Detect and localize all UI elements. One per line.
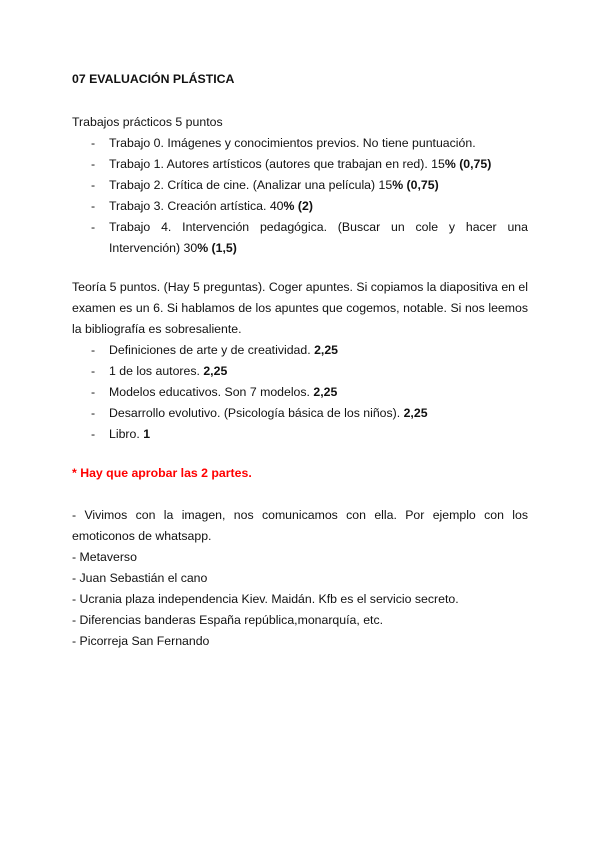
- dash-bullet: -: [91, 178, 96, 192]
- list-item: - Trabajo 3. Creación artística. 40% (2): [72, 196, 528, 217]
- note-line: - Diferencias banderas España república,monarquía, etc.: [72, 613, 384, 627]
- list-item: - Trabajo 4. Intervención pedagógica. (Buscar un cole y hacer una Intervención) 30% (1,5): [72, 217, 528, 259]
- dash-bullet: -: [91, 427, 96, 441]
- list-item: - Trabajo 2. Crítica de cine. (Analizar una película) 15% (0,75): [72, 175, 528, 196]
- practicos-heading: Trabajos prácticos 5 puntos: [72, 115, 223, 129]
- note-line: - Picorreja San Fernando: [72, 634, 210, 648]
- dash-bullet: -: [91, 343, 96, 357]
- note-line: - Juan Sebastián el cano: [72, 571, 208, 585]
- list-item: - Trabajo 0. Imágenes y conocimientos previos. No tiene puntuación.: [72, 133, 528, 154]
- dash-bullet: -: [91, 199, 96, 213]
- list-item: - Definiciones de arte y de creatividad. 2,25: [72, 340, 528, 361]
- dash-bullet: -: [91, 406, 96, 420]
- notes-first-paragraph: - Vivimos con la imagen, nos comunicamos con ella. Por ejemplo con los emoticonos de whatsapp.: [72, 508, 528, 543]
- list-item: - Trabajo 1. Autores artísticos (autores que trabajan en red). 15% (0,75): [72, 154, 528, 175]
- list-item: - Modelos educativos. Son 7 modelos. 2,25: [72, 382, 528, 403]
- practicos-list: [72, 133, 528, 259]
- warning-note: * Hay que aprobar las 2 partes.: [72, 466, 252, 480]
- document-title: 07 EVALUACIÓN PLÁSTICA: [72, 72, 235, 86]
- notes-list: [72, 547, 528, 652]
- dash-bullet: -: [91, 157, 96, 171]
- teoria-list: [72, 340, 528, 445]
- dash-bullet: -: [91, 364, 96, 378]
- dash-bullet: -: [91, 136, 96, 150]
- list-item: - Libro. 1: [72, 424, 528, 445]
- teoria-paragraph: Teoría 5 puntos. (Hay 5 preguntas). Coger apuntes. Si copiamos la diapositiva en el examen es un 6. Si hablamos de los apuntes que cogemos, notable. Si nos leemos la bibliografía es sobresaliente.: [72, 280, 528, 336]
- dash-bullet: -: [91, 385, 96, 399]
- list-item: - 1 de los autores. 2,25: [72, 361, 528, 382]
- list-item: - Desarrollo evolutivo. (Psicología básica de los niños). 2,25: [72, 403, 528, 424]
- note-line: - Metaverso: [72, 550, 137, 564]
- note-line: - Ucrania plaza independencia Kiev. Maidán. Kfb es el servicio secreto.: [72, 592, 459, 606]
- dash-bullet: -: [91, 220, 96, 234]
